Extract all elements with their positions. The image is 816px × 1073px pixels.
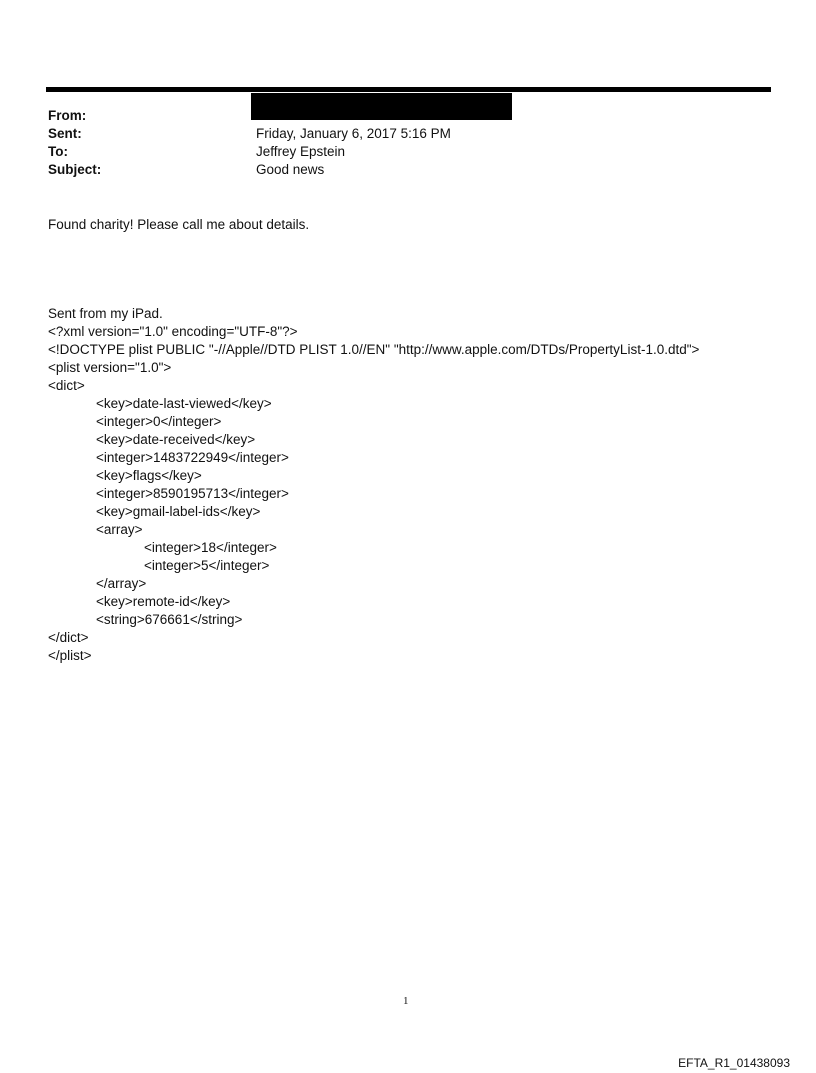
subject-row [48,161,451,179]
plist-line: <!DOCTYPE plist PUBLIC "-//Apple//DTD PLIST 1.0//EN" "http://www.apple.com/DTDs/PropertyList-1.0.dtd"> [48,342,700,357]
email-header [48,107,451,179]
to-label: To: [48,144,68,159]
plist-block [48,323,699,665]
plist-line: </plist> [48,648,92,663]
plist-line: <integer>18</integer> [144,540,277,555]
plist-line: <key>flags</key> [96,468,202,483]
subject-value: Good news [256,162,325,177]
plist-line: <key>gmail-label-ids</key> [96,504,261,519]
plist-line: </array> [96,576,147,591]
subject-label: Subject: [48,162,102,177]
sent-label: Sent: [48,126,82,141]
plist-line: <?xml version="1.0" encoding="UTF-8"?> [48,324,298,339]
plist-line: <string>676661</string> [96,612,243,627]
plist-line: <integer>1483722949</integer> [96,450,289,465]
plist-line: <plist version="1.0"> [48,360,172,375]
plist-line: <key>date-last-viewed</key> [96,396,272,411]
to-value: Jeffrey Epstein [256,144,346,159]
to-row [48,143,451,161]
page-number: 1 [403,995,409,1007]
plist-line: <integer>0</integer> [96,414,222,429]
from-row [48,107,451,125]
plist-line: <key>date-received</key> [96,432,256,447]
plist-line: <integer>5</integer> [144,558,270,573]
sent-value: Friday, January 6, 2017 5:16 PM [256,126,451,141]
signature: Sent from my iPad. [48,306,163,321]
plist-line: <dict> [48,378,85,393]
sent-row [48,125,451,143]
plist-line: <key>remote-id</key> [96,594,231,609]
header-rule [46,87,771,92]
plist-line: <array> [96,522,143,537]
document-id: EFTA_R1_01438093 [678,1056,790,1070]
plist-line: <integer>8590195713</integer> [96,486,289,501]
from-label: From: [48,108,87,123]
plist-line: </dict> [48,630,89,645]
message-body: Found charity! Please call me about details. [48,217,310,232]
